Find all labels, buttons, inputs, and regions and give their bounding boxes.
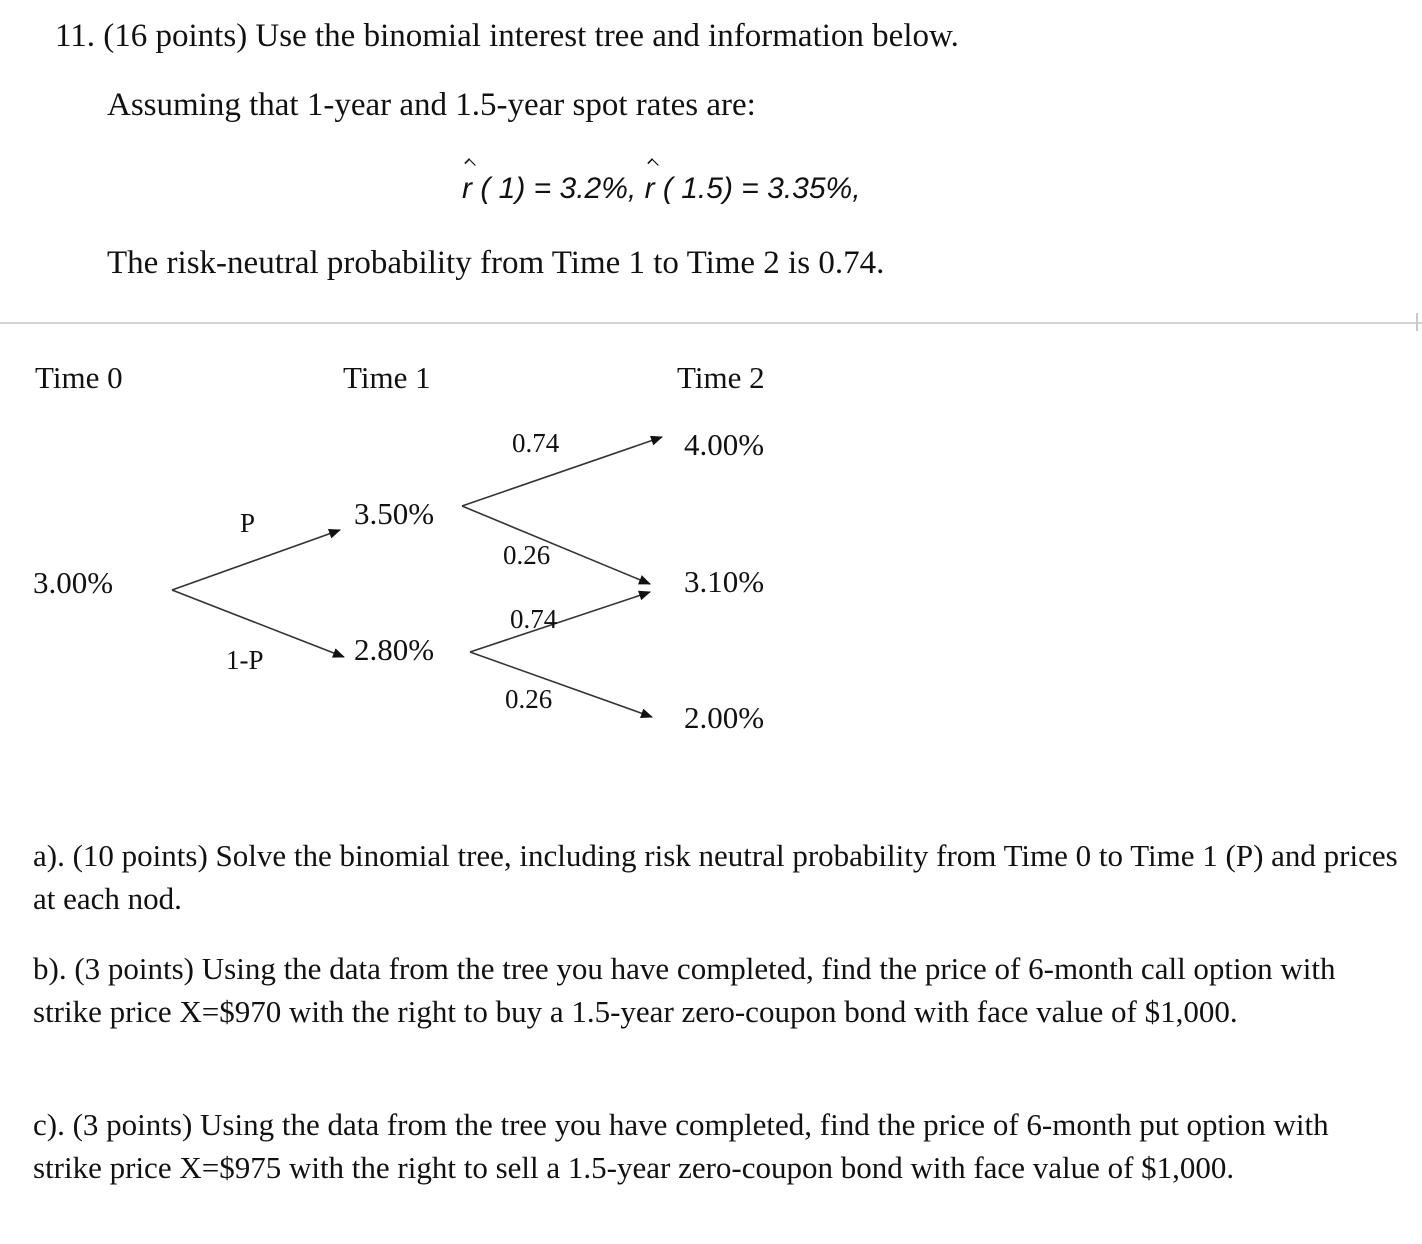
branch-label-1-minus-p: 1-P xyxy=(226,645,264,675)
part-a: a). (10 points) Solve the binomial tree, including risk neutral probability from Time 0 to Time 1 (P) and prices at each nod. xyxy=(33,838,1398,916)
spot-rates-intro: Assuming that 1-year and 1.5-year spot rates are: xyxy=(107,87,756,123)
branch-down-down xyxy=(470,652,652,717)
node-time2-down-rate: 2.00% xyxy=(684,700,765,735)
probability-note: The risk-neutral probability from Time 1 to Time 2 is 0.74. xyxy=(107,245,885,281)
prob-down-up: 0.74 xyxy=(510,604,558,634)
node-time1-down-rate: 2.80% xyxy=(354,632,435,667)
branch-down-up xyxy=(470,592,650,652)
node-time2-mid-rate: 3.10% xyxy=(684,564,765,599)
branch-label-p: P xyxy=(240,508,256,538)
branch-up-0-1 xyxy=(172,530,340,590)
prob-up-up: 0.74 xyxy=(512,428,560,458)
prob-up-down: 0.26 xyxy=(503,540,551,570)
header-time0: Time 0 xyxy=(35,360,123,395)
part-c: c). (3 points) Using the data from the tree you have completed, find the price of 6-month put option with strike price X=$975 with the right to sell a 1.5-year zero-coupon bond with face value of $1,000. xyxy=(33,1107,1329,1185)
prob-down-down: 0.26 xyxy=(505,684,553,714)
part-b: b). (3 points) Using the data from the tree you have completed, find the price of 6-month call option with strike price X=$970 with the right to buy a 1.5-year zero-coupon bond with face value of $1,000. xyxy=(33,951,1336,1029)
r15-value: = 3.35%, xyxy=(741,172,861,205)
r1-value: = 3.2%, xyxy=(533,172,637,205)
branch-up-down xyxy=(462,506,650,584)
header-time1: Time 1 xyxy=(343,360,431,395)
branch-up-up xyxy=(462,437,662,506)
node-time1-up-rate: 3.50% xyxy=(354,496,435,531)
r1-label: r ( 1) xyxy=(462,172,526,205)
node-time0-rate: 3.00% xyxy=(33,565,114,600)
r15-label: r ( 1.5) xyxy=(644,172,733,205)
question-title: 11. (16 points) Use the binomial interest tree and information below. xyxy=(55,18,959,54)
node-time2-up-rate: 4.00% xyxy=(684,427,765,462)
header-time2: Time 2 xyxy=(677,360,765,395)
